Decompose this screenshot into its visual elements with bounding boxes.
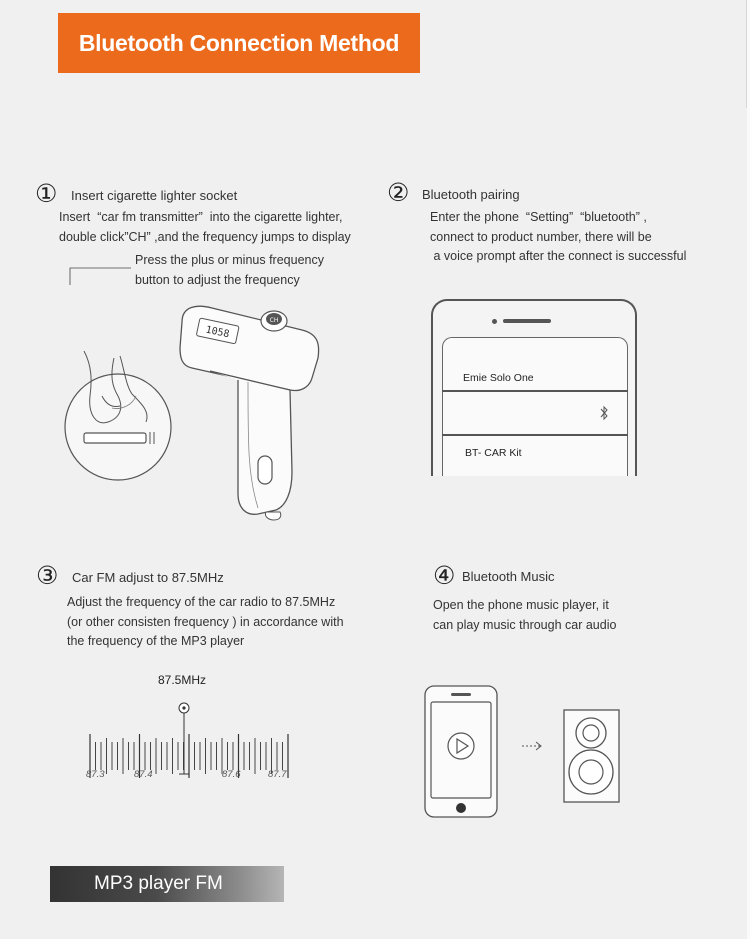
step-2-title: Bluetooth pairing xyxy=(422,187,520,202)
hand-insert-icon xyxy=(65,351,171,480)
arrow-icon xyxy=(522,742,541,750)
step-1-number: ① xyxy=(35,179,58,208)
step-1-note: Press the plus or minus frequency button to adjust the frequency xyxy=(135,253,324,287)
tuner-frequency-label: 87.5MHz xyxy=(158,673,207,687)
phone-illustration xyxy=(431,299,637,476)
tick-label: 87.7 xyxy=(268,769,287,780)
footer-label xyxy=(50,866,284,902)
bluetooth-device-item[interactable]: Emie Solo One xyxy=(463,372,534,384)
charger-display-text: 1058 xyxy=(204,324,231,341)
list-divider xyxy=(442,390,628,392)
page-title-banner xyxy=(58,13,420,73)
edge-line xyxy=(746,0,747,108)
phone-camera xyxy=(492,319,497,324)
footer-label-text: MP3 player FM xyxy=(94,873,223,894)
step-1-title: Insert cigarette lighter socket xyxy=(71,188,238,203)
bluetooth-device-item[interactable]: BT- CAR Kit xyxy=(465,447,522,459)
step-1-body: Insert “car fm transmitter” into the cigarette lighter, double click”CH” ,and the frequency jumps to display xyxy=(59,210,351,244)
step-4-title: Bluetooth Music xyxy=(462,569,555,584)
car-charger-icon xyxy=(180,306,319,520)
speaker-icon xyxy=(564,710,619,802)
tick-label: 87.6 xyxy=(222,769,241,780)
step-2-body: Enter the phone “Setting” “bluetooth” , connect to product number, there will be a voice prompt after the connect is successful xyxy=(430,210,687,263)
tick-label: 87.3 xyxy=(86,769,105,780)
smartphone-icon xyxy=(425,686,497,817)
step-4-body: Open the phone music player, it can play music through car audio xyxy=(433,598,617,632)
step-3-number: ③ xyxy=(36,561,59,590)
step-4-number: ④ xyxy=(433,561,456,590)
tick-label: 87.4 xyxy=(134,769,153,780)
frequency-tuner-scale xyxy=(84,698,296,778)
play-icon xyxy=(448,733,474,759)
charger-button-label: CH xyxy=(269,317,279,324)
phone-to-speaker-illustration xyxy=(424,685,624,819)
car-charger-illustration xyxy=(62,296,324,522)
tuner-ticks xyxy=(90,734,288,778)
page-title: Bluetooth Connection Method xyxy=(78,29,400,56)
phone-screen xyxy=(442,337,628,476)
phone-speaker xyxy=(503,319,551,323)
step-3-title: Car FM adjust to 87.5MHz xyxy=(72,570,224,585)
note-pointer-line xyxy=(68,266,132,286)
step-3-body: Adjust the frequency of the car radio to 87.5MHz (or other consisten frequency ) in accordance with the frequency of the MP3 player xyxy=(67,595,344,648)
list-divider xyxy=(442,434,628,436)
step-2-number: ② xyxy=(387,178,410,207)
bluetooth-icon xyxy=(599,405,609,421)
